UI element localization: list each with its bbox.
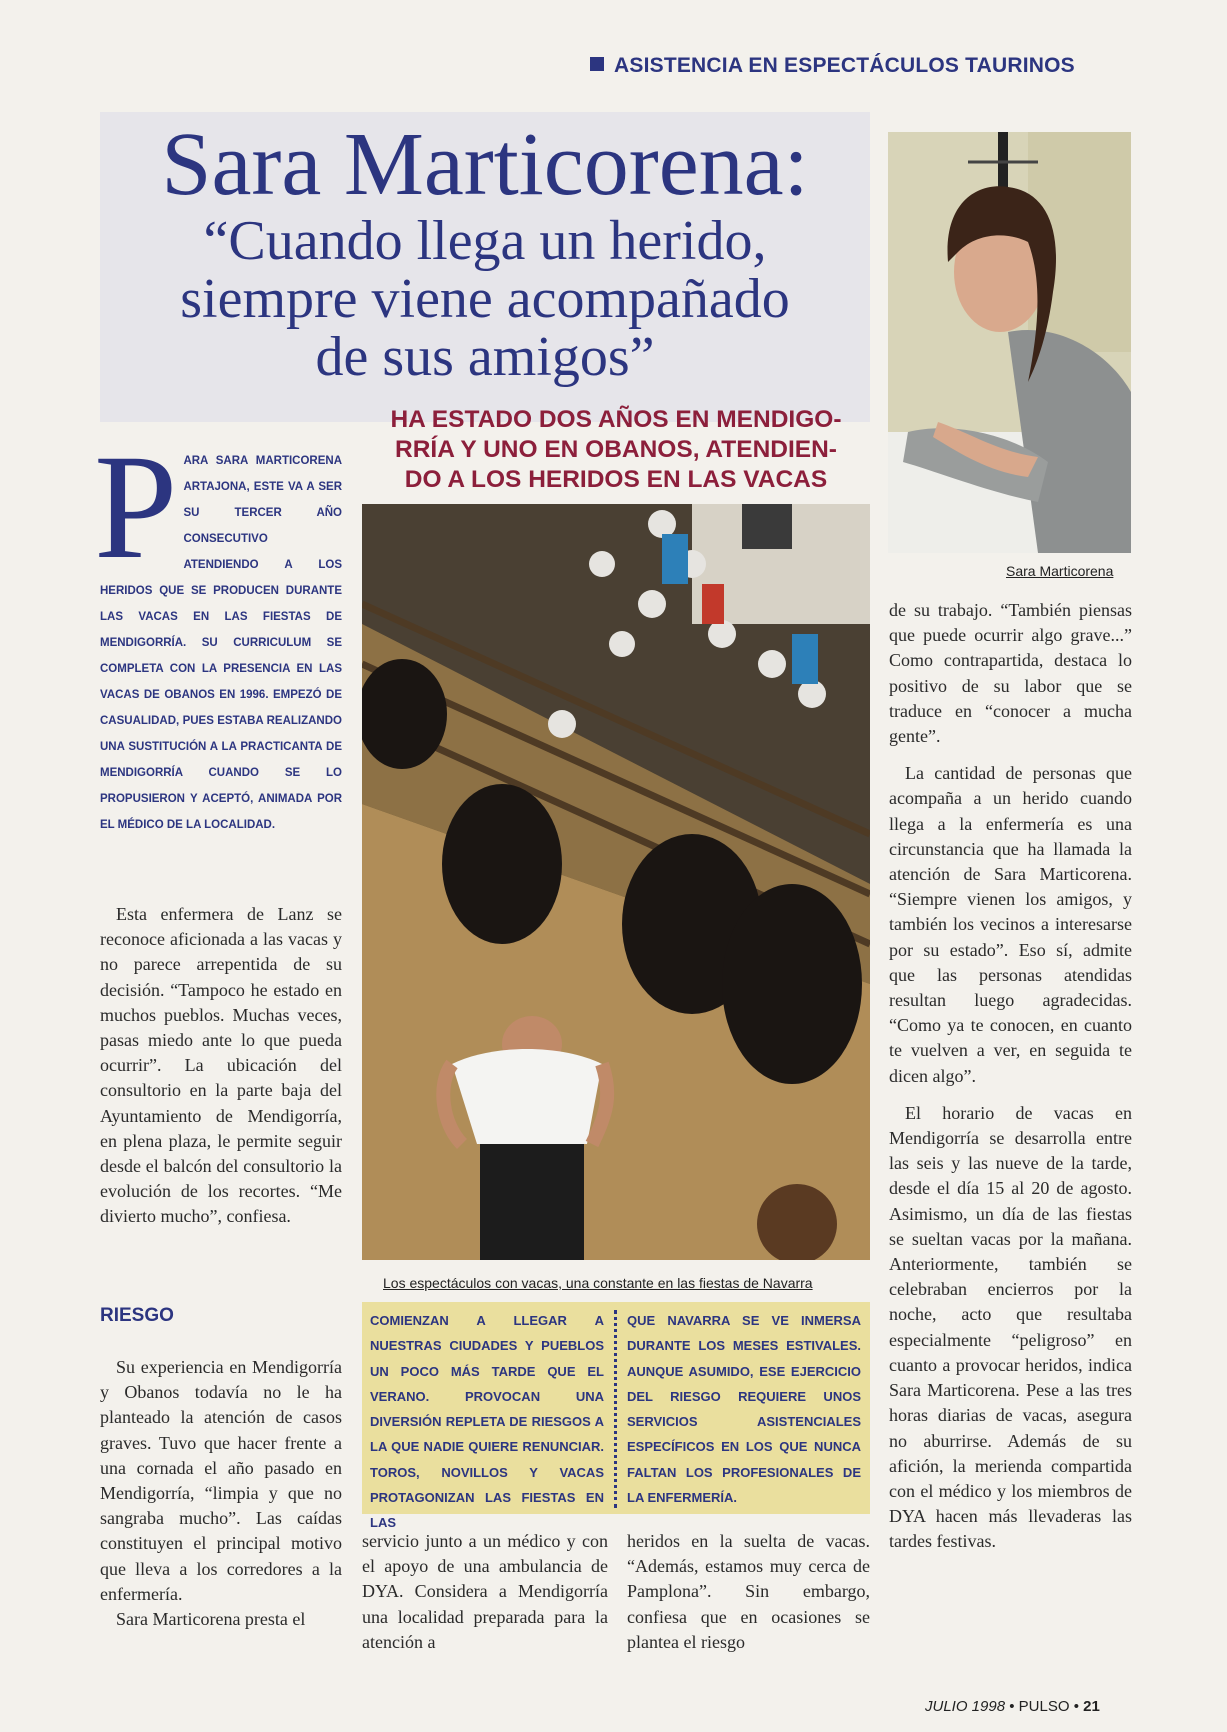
lead-paragraph — [94, 424, 342, 838]
portrait-photo — [888, 132, 1131, 553]
body-paragraph: servicio junto a un médico y con el apoyo de una ambulancia de DYA. Considera a Mendigorría una localidad preparada para la atención a — [362, 1531, 608, 1652]
page-footer — [925, 1698, 1100, 1715]
column-1 — [100, 902, 342, 1230]
highlight-divider — [614, 1310, 617, 1508]
lead-text: ARA SARA MARTICORENA ARTAJONA, ESTE VA A SER SU TERCER AÑO CONSECUTIVO ATENDIENDO A LOS HERIDOS QUE SE PRODUCEN DURANTE LAS VACAS EN LAS FIESTAS DE MENDIGORRÍA. SU CURRICULUM SE COMPLETA CON LA PRESENCIA EN LAS VACAS DE OBANOS EN 1996. EMPEZÓ DE CASUALIDAD, PUES ESTABA REALIZANDO UNA SUSTITUCIÓN A LA PRACTICANTA DE MENDIGORRÍA CUANDO SE LO PROPUSIERON Y ACEPTÓ, ANIMADA POR EL MÉDICO DE LA LOCALIDAD. — [100, 455, 342, 831]
body-paragraph: El horario de vacas en Mendigorría se desarrolla entre las seis y las nueve de la tarde, desde el día 15 al 20 de agosto. Asimismo, un día de las fiestas se sueltan vacas por la mañana. Anteriormente, también se celebraban encierros por la noche, acto que resultaba especialmente “peligroso” en cuanto a provocar heridos, indica Sara Marticorena. Pese a las tres horas diarias de vacas, asegura no aburrirse. Además de su afición, la merienda compartida con el médico y los miembros de DYA hacen más llevaderas las tardes festivas. — [889, 1102, 1132, 1552]
article-title: Sara Marticorena: — [161, 115, 809, 214]
drop-cap: P — [94, 424, 178, 590]
magazine-name: PULSO — [1018, 1698, 1070, 1715]
quote-line: “Cuando llega un herido, — [203, 210, 767, 272]
section-label: ASISTENCIA EN ESPECTÁCULOS TAURINOS — [614, 54, 1075, 77]
kicker — [362, 405, 870, 495]
body-paragraph: de su trabajo. “También piensas que puede ocurrir algo grave...” Como contrapartida, destaca lo positivo de su labor que se traduce en “conocer a mucha gente”. — [889, 600, 1132, 747]
body-paragraph: Su experiencia en Mendigorría y Obanos todavía no le ha planteado la atención de casos graves. Tuvo que hacer frente a una cornada el año pasado en Mendigorría, “limpia y que no sangraba mucho”. Las caídas constituyen el principal motivo que lleva a los corredores a la enfermería. — [100, 1357, 342, 1604]
highlight-right: QUE NAVARRA SE VE INMERSA DURANTE LOS MESES ESTIVALES. AUNQUE ASUMIDO, ESE EJERCICIO DEL RIESGO REQUIERE UNOS SERVICIOS ASISTENCIALES ESPECÍFICOS EN LOS QUE NUNCA FALTAN LOS PROFESIONALES DE LA ENFERMERÍA. — [627, 1313, 861, 1506]
column-2-bottom — [362, 1529, 608, 1655]
body-paragraph: heridos en la suelta de vacas. “Además, estamos muy cerca de Pamplona”. Sin embargo, confiesa que en ocasiones se plantea el riesgo — [627, 1531, 870, 1652]
kicker-line: HA ESTADO DOS AÑOS EN MENDIGO- — [390, 406, 842, 433]
footer-separator: • — [1009, 1698, 1015, 1715]
page-number: 21 — [1083, 1698, 1100, 1715]
body-paragraph: La cantidad de personas que acompaña a un herido cuando llega a la enfermería es una circunstancia que ha llamada la atención de Sara Marticorena. “Siempre vienen los amigos, y también los vecinos a interesarse por su estado”. Eso sí, admite que las personas atendidas resultan luego agradecidas. “Como ya te conocen, en cuanto te vuelven a ver, en seguida te dicen algo”. — [889, 763, 1132, 1086]
column-4 — [889, 598, 1132, 1555]
column-1-continued — [100, 1355, 342, 1632]
body-paragraph: Esta enfermera de Lanz se reconoce aficionada a las vacas y no parece arrepentida de su decisión. “Tampoco he estado en muchos pueblos. Muchas veces, pasas miedo ante lo que pueda ocurrir”. La ubicación del consultorio en la parte baja del Ayuntamiento de Mendigorría, en plena plaza, le permite seguir desde el balcón del consultorio la evolución de los recortes. “Me divierto mucho”, confiesa. — [100, 904, 342, 1227]
footer-separator: • — [1073, 1698, 1079, 1715]
highlight-left: COMIENZAN A LLEGAR A NUESTRAS CIUDADES Y PUEBLOS UN POCO MÁS TARDE QUE EL VERANO. PROVOCAN UNA DIVERSIÓN REPLETA DE RIESGOS A LA QUE NADIE QUIERE RENUNCIAR. TOROS, NOVILLOS Y VACAS PROTAGONIZAN LAS FIESTAS EN LAS — [370, 1313, 604, 1531]
article-subtitle-quote — [100, 212, 870, 386]
column-3-bottom — [627, 1529, 870, 1655]
kicker-line: DO A LOS HERIDOS EN LAS VACAS — [404, 466, 828, 493]
bullfest-illustration — [362, 504, 870, 1260]
quote-line: siempre viene acompañado — [180, 268, 790, 330]
portrait-caption: Sara Marticorena — [1006, 563, 1114, 579]
square-bullet-icon — [590, 57, 604, 71]
issue-date: JULIO 1998 — [925, 1698, 1006, 1715]
quote-line: de sus amigos” — [315, 326, 655, 388]
portrait-illustration — [888, 132, 1131, 553]
main-photo — [362, 504, 870, 1260]
subhead-riesgo: RIESGO — [100, 1305, 174, 1326]
main-photo-caption: Los espectáculos con vacas, una constante en las fiestas de Navarra — [383, 1275, 813, 1291]
section-header — [590, 54, 1075, 78]
body-paragraph: Sara Marticorena presta el — [116, 1609, 306, 1630]
kicker-line: RRÍA Y UNO EN OBANOS, ATENDIEN- — [395, 436, 837, 463]
